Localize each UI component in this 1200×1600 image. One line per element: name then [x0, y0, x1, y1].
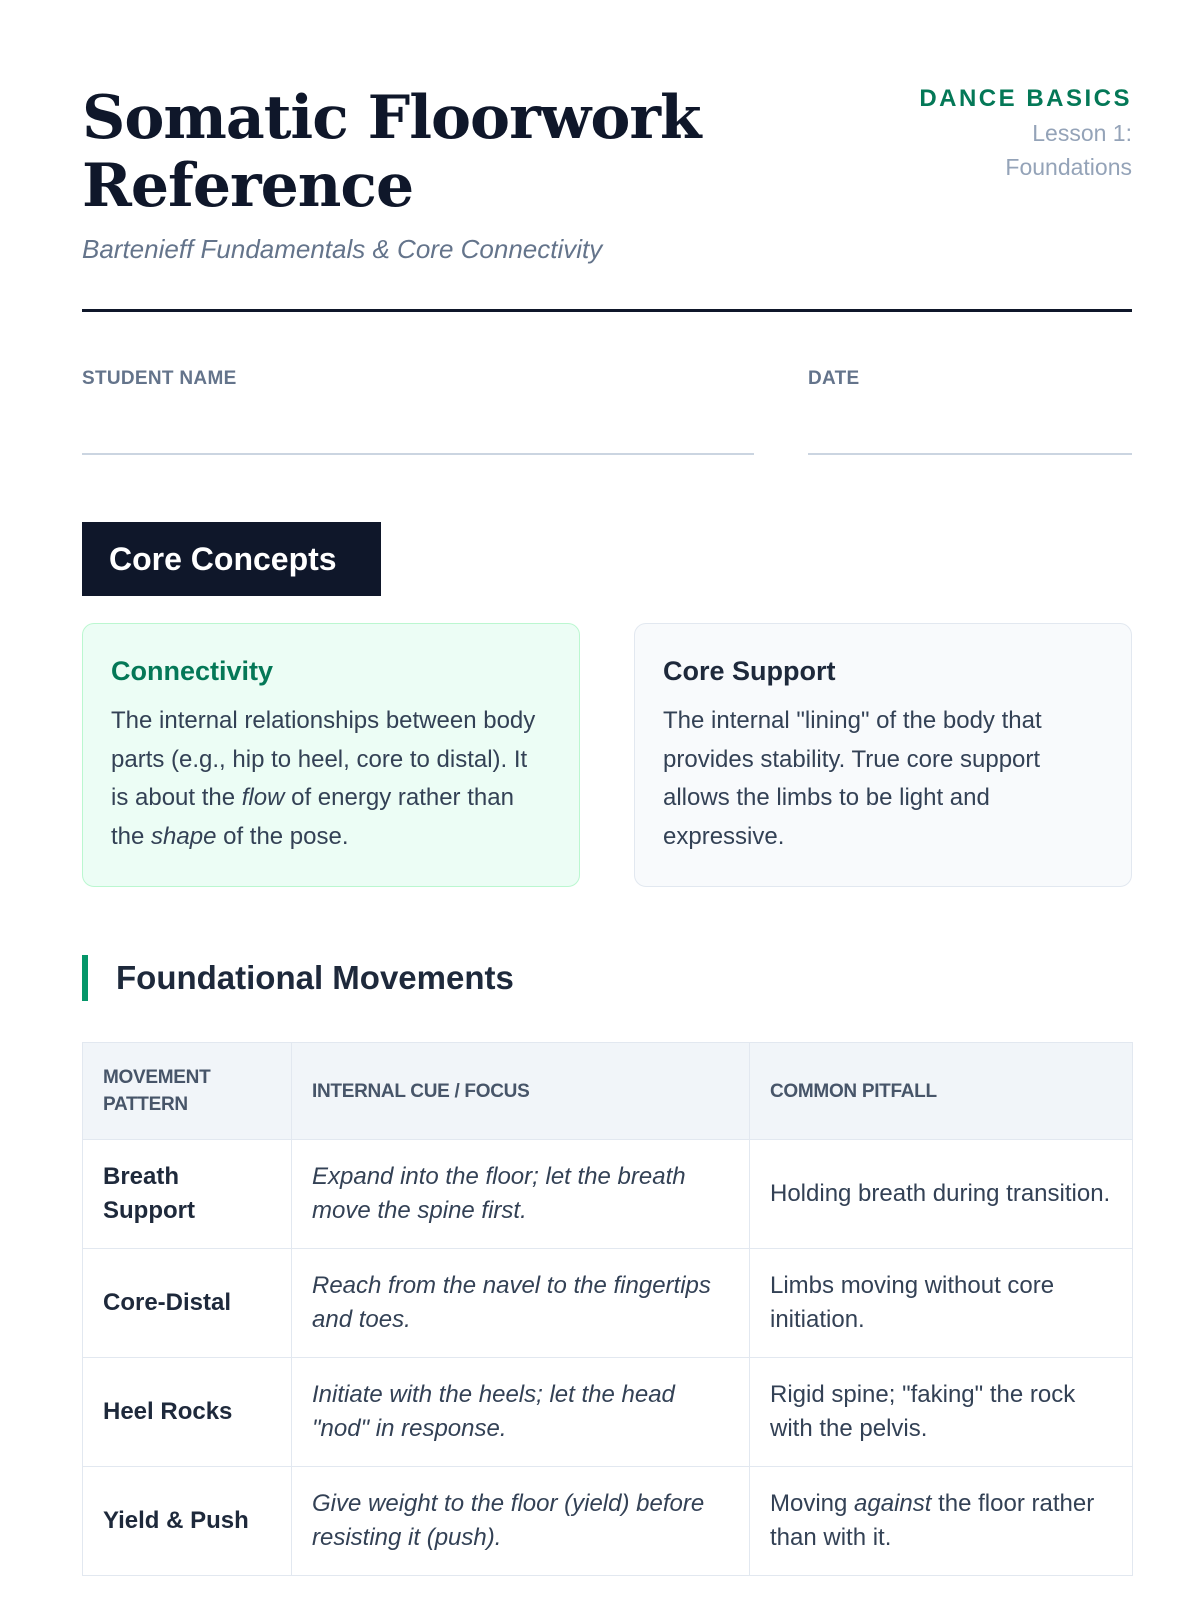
connectivity-title: Connectivity	[111, 656, 274, 686]
brand-label: DANCE BASICS	[919, 85, 1132, 112]
table-row	[83, 1467, 1133, 1576]
table-row	[83, 1358, 1133, 1467]
section-title: Foundational Movements	[116, 959, 514, 996]
movement-name: Heel Rocks	[83, 1358, 292, 1467]
student-name-label: STUDENT NAME	[82, 368, 237, 389]
column-header-cue: INTERNAL CUE / FOCUS	[292, 1043, 750, 1140]
date-field[interactable]	[808, 453, 1132, 455]
section-accent-bar	[82, 955, 88, 1001]
page-subtitle: Bartenieff Fundamentals & Core Connectivity	[82, 234, 603, 264]
page-header	[82, 0, 1132, 312]
movement-cue: Give weight to the floor (yield) before resisting it (push).	[292, 1467, 750, 1576]
page-title: Somatic Floorwork Reference	[82, 83, 701, 221]
movement-pitfall: Moving against the floor rather than with it.	[750, 1467, 1133, 1576]
student-name-field[interactable]	[82, 453, 754, 455]
movement-pitfall: Limbs moving without core initiation.	[750, 1249, 1133, 1358]
movement-cue: Initiate with the heels; let the head "nod" in response.	[292, 1358, 750, 1467]
table-header-row	[83, 1043, 1133, 1140]
date-label: DATE	[808, 368, 860, 389]
movement-pitfall: Holding breath during transition.	[750, 1140, 1133, 1249]
connectivity-card	[82, 623, 580, 887]
column-header-movement: MOVEMENT PATTERN	[83, 1043, 292, 1140]
header-meta	[919, 82, 1132, 184]
movement-cue: Expand into the floor; let the breath move the spine first.	[292, 1140, 750, 1249]
core-concepts-tag: Core Concepts	[82, 522, 381, 596]
core-support-title: Core Support	[663, 656, 836, 686]
student-info-fields	[82, 368, 1132, 458]
reference-sheet	[82, 0, 1132, 1551]
movements-table	[82, 1042, 1133, 1576]
table-row	[83, 1140, 1133, 1249]
movement-cue: Reach from the navel to the fingertips and toes.	[292, 1249, 750, 1358]
movement-pitfall: Rigid spine; "faking" the rock with the pelvis.	[750, 1358, 1133, 1467]
movement-name: Core-Distal	[83, 1249, 292, 1358]
lesson-label: Lesson 1: Foundations	[1005, 120, 1132, 180]
core-support-card	[634, 623, 1132, 887]
core-support-text: The internal "lining" of the body that provides stability. True core support allows the limbs to be light and expressive.	[663, 707, 1042, 850]
movement-name: Breath Support	[83, 1140, 292, 1249]
movement-name: Yield & Push	[83, 1467, 292, 1576]
column-header-pitfall: COMMON PITFALL	[750, 1043, 1133, 1140]
connectivity-text: The internal relationships between body parts (e.g., hip to heel, core to distal). It is about the flow of energy rather than the shape of the pose.	[111, 707, 536, 850]
table-row	[83, 1249, 1133, 1358]
